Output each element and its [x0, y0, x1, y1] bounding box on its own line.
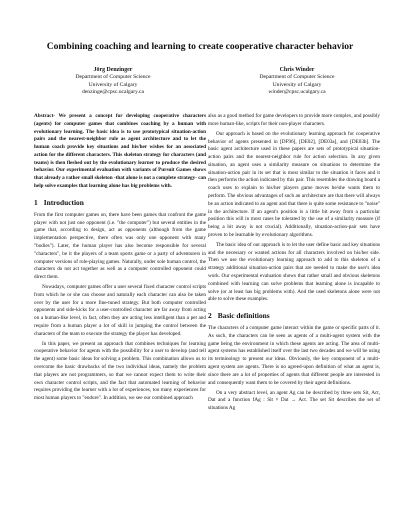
author-email: denzinge@cpsc.ucalgary.ca	[82, 89, 144, 96]
section-heading-basic-definitions	[208, 311, 380, 320]
paragraph: The characters of a computer game interact within the game or specific parts of it. As such, the characters can be seen as agents of a multi-agent system with the game being the environment in which these agents are acting. The area of multi-agent systems has established itself over the last two decades and we will be using its terminology to present our ideas. Obviously, the key component of a multi-agent system are agents. There is no agreed-upon definition of what an agent is, since there are a lot of properties of agents that different people are interested in and consequently want them to be covered by their agent definitions.	[208, 325, 380, 386]
right-column	[208, 113, 380, 415]
paragraph: Our approach is based on the evolutionary learning approach for cooperative behavior of agents presented in [DF96], [DE02], [DE03a], and [DE03b]. The basic agent architecture used in these papers are sets of prototypical situation-action pairs and the nearest-neighbor rule for action selection. In any given situation, an agent uses a similarity measure on situations to determine the situation-action pair in its set that is most similar to the situation it faces and it then performs the action indicated by this pair. This resembles the drawing board a coach uses to explain to his/her players game moves he/she wants them to perform. The obvious advantages of such an architecture are that there will always be an action indicated to an agent and that there is quite some resistance to "noise" in the architecture. If an agent's position is a little bit away from a particular position this will in most cases be tolerated by the use of a similarity measure (if being a bit away is not crucial). Additionally, situation-action-pair sets have proven to be learnable by evolutionary algorithms.	[208, 130, 380, 238]
author-name: Chris Winder	[279, 67, 315, 73]
section-heading-introduction	[34, 198, 206, 207]
author-email: winder@cpsc.ucalgary.ca	[268, 89, 326, 96]
section-number: 1	[34, 197, 38, 207]
author-name: Jörg Denzinger	[93, 67, 133, 73]
author-univ: University of Calgary	[272, 81, 322, 88]
paragraph: also as a good method for game developers to provide more complex, and possibly more human-like, scripts for their non-player characters.	[208, 113, 381, 127]
author-block-1	[38, 67, 188, 97]
abstract: Abstract- We present a concept for developing cooperative characters (agents) for computer games that combines coaching by a human with evolutionary learning. The basic idea is to use prototypical situation-action pairs and the nearest-neighbor rule as agent architecture and to let the human coach provide key situations and his/her wishes for an associated action for the different characters. This skeleton strategy for characters (and teams) is then fleshed out by the evolutionary learner to produce the desired behavior. Our experimental evaluation with variants of Pursuit Games shows that already a rather small skeleton -that alone is not a complete strategy- can help solve examples that learning alone has big problems with.	[34, 113, 206, 190]
section-title: Basic definitions	[217, 311, 270, 321]
paragraph: The basic idea of our approach is to let the user define basic and key situations and the necessary or wanted actions for all characters involved on his/her side. Then we use the evolutionary learning approach to add to this skeleton of a strategy additional situation-action pairs that are needed to make the user's idea work. Our experimental evaluation shows that rather small and obvious skeletons combined with learning can solve problems that learning alone is incapable to solve (or at least has big problems with). And the used skeletons alone were not able to solve these examples.	[208, 241, 380, 303]
paragraph: From the first computer games on, there have been games that confront the game player with not just one opponent (i.e. "the computer") but several entities in the game that, according to design, act as opponents (although from the game implementation perspective, there often was only one opponent with many "bodies"). Later, the human player has also become responsible for several "characters", be it the players of a team sports game or a party of adventurers in computer versions of role-playing games. Naturally, under sole human control, the characters do not act together as well as a computer controlled opponent could direct them.	[34, 211, 206, 281]
author-dept: Department of Computer Science	[259, 74, 335, 81]
paper-title: Combining coaching and learning to create cooperative character behavior	[46, 41, 354, 52]
paragraph: On a very abstract level, an agent Ag can be described by three sets Sit, Act, Dat and a function fAg : Sit × Dat → Act. The set Sit describes the set of situations Ag	[208, 389, 380, 412]
paragraph: In this paper, we present an approach that combines techniques for learning cooperative behavior for agents with the possibility for a user to develop (and tell the agent) some basic ideas for solving a problem. This combination allows us to overcome the basic drawbacks of the two individual ideas, namely the problem that players are not programmers, so that we cannot expect them to write their own character control scripts, and the fact that automated learning of behavior requires providing the learner with a lot of experiences, too many experiences for most human players to "endure". In addition, we see our combined approach	[34, 340, 206, 402]
paragraph: Nowadays, computer games offer a user several fixed character control scripts from which he or she can choose and naturally each character can also be taken over by the user for a more fine-tuned strategy. But both computer controlled opponents and side-kicks for a user-controlled character are far away from acting on a human-like level, in fact, often they are acting less intelligent than a pet and require from a human player a lot of skill in jumping the control between the characters of the team to execute the strategy the player has developed.	[34, 284, 206, 337]
author-dept: Department of Computer Science	[75, 74, 151, 81]
left-column	[34, 113, 206, 405]
section-number: 2	[208, 311, 212, 321]
author-univ: University of Calgary	[88, 81, 138, 88]
section-title: Introduction	[43, 197, 84, 207]
author-block-2	[222, 67, 372, 97]
